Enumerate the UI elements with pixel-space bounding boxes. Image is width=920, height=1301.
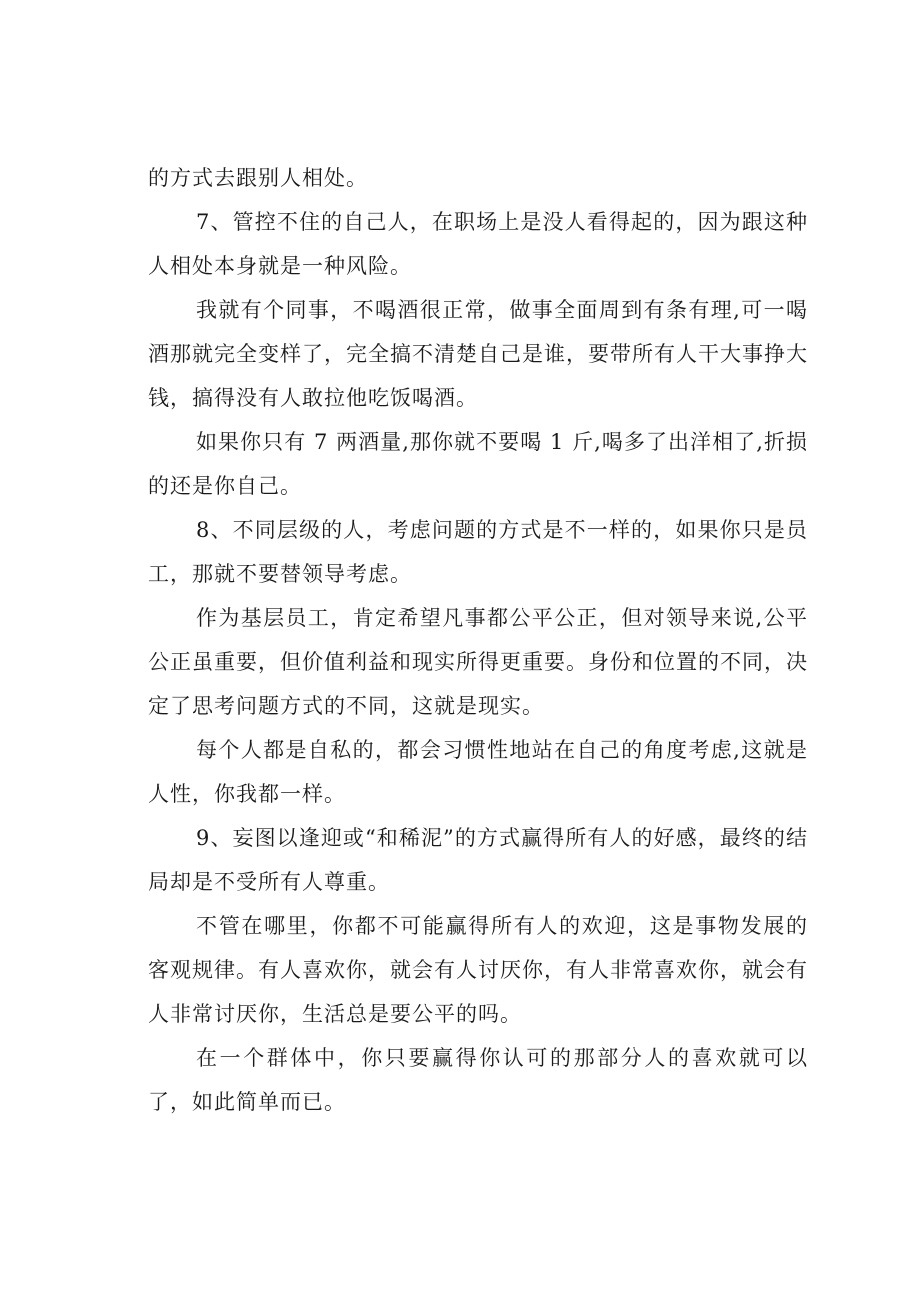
- paragraph-colleague-example: 我就有个同事，不喝酒很正常，做事全面周到有条有理,可一喝酒那就完全变样了，完全搞不清楚自己是谁，要带所有人干大事挣大钱，搞得没有人敢拉他吃饭喝酒。: [148, 298, 808, 410]
- paragraph-popularity: 不管在哪里，你都不可能赢得所有人的欢迎，这是事物发展的客观规律。有人喜欢你，就会有人讨厌你，有人非常喜欢你，就会有人非常讨厌你，生活总是要公平的吗。: [148, 914, 808, 1026]
- paragraph-continuation: 的方式去跟别人相处。: [148, 166, 368, 190]
- paragraph-point-9: 9、妄图以逢迎或“和稀泥”的方式赢得所有人的好感，最终的结局却是不受所有人尊重。: [148, 826, 808, 894]
- paragraph-conclusion: 在一个群体中，你只要赢得你认可的那部分人的喜欢就可以了，如此简单而已。: [148, 1046, 808, 1114]
- paragraph-human-nature: 每个人都是自私的，都会习惯性地站在自己的角度考虑,这就是人性，你我都一样。: [148, 738, 808, 806]
- paragraph-drinking-advice: 如果你只有 7 两酒量,那你就不要喝 1 斤,喝多了出洋相了,折损的还是你自己。: [148, 430, 808, 498]
- paragraph-point-7: 7、管控不住的自己人，在职场上是没人看得起的，因为跟这种人相处本身就是一种风险。: [148, 210, 808, 278]
- paragraph-fairness: 作为基层员工，肯定希望凡事都公平公正，但对领导来说,公平公正虽重要，但价值利益和现实所得更重要。身份和位置的不同，决定了思考问题方式的不同，这就是现实。: [148, 606, 808, 718]
- document-page: [148, 156, 808, 1124]
- paragraph-point-8: 8、不同层级的人，考虑问题的方式是不一样的，如果你只是员工，那就不要替领导考虑。: [148, 518, 808, 586]
